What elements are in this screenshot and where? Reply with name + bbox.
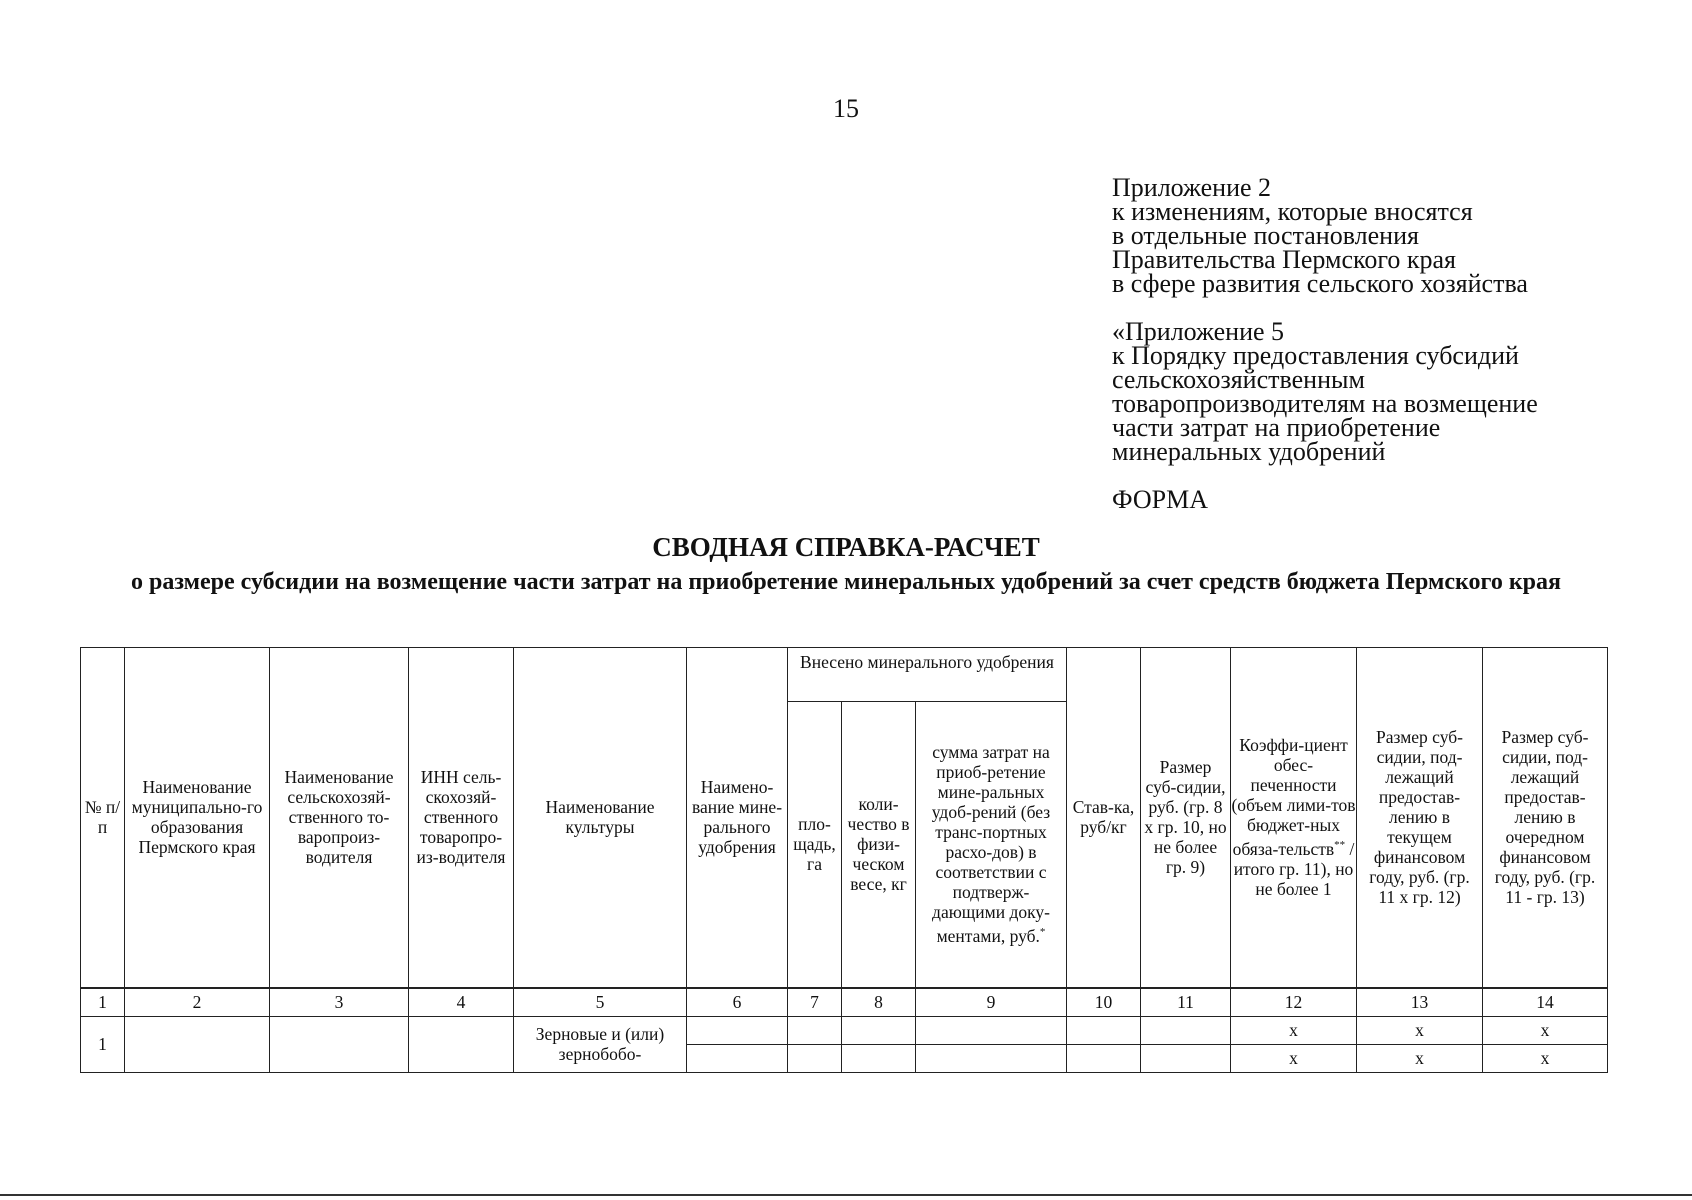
footnote-mark: ** (1334, 839, 1346, 852)
cell-x-mark: x (1357, 1016, 1483, 1044)
cell-quantity[interactable] (842, 1044, 916, 1072)
header-costs-text: сумма затрат на приоб-ретение мине-ральных удоб-рений (без транс-портных расхо-дов) в соответствии с подтверж-дающими доку-ментами, руб. (931, 742, 1051, 947)
document-title: СВОДНАЯ СПРАВКА-РАСЧЕТ (652, 532, 1040, 562)
column-number: 12 (1231, 988, 1357, 1017)
appendix-line: «Приложение 5 (1112, 317, 1285, 346)
column-number: 1 (81, 988, 125, 1017)
header-fertilizer: Наимено-вание мине-рального удобрения (687, 648, 788, 988)
column-number: 5 (514, 988, 687, 1017)
appendix-block (1112, 173, 1538, 514)
appendix-line: в сфере развития сельского хозяйства (1112, 269, 1528, 298)
cell-quantity[interactable] (842, 1016, 916, 1044)
cell-costs[interactable] (916, 1016, 1067, 1044)
cell-x-mark: x (1231, 1044, 1357, 1072)
header-current-year: Размер суб-сидии, под-лежащий предостав-лению в текущем финансовом году, руб. (гр. 11 х гр. 12) (1357, 648, 1483, 988)
appendix-line: в отдельные постановления (1112, 221, 1419, 250)
appendix-line: части затрат на приобретение (1112, 413, 1441, 442)
cell-municipality[interactable] (125, 1016, 270, 1072)
header-quantity: коли-чество в физи-ческом весе, кг (842, 702, 916, 988)
column-number: 14 (1483, 988, 1608, 1017)
cell-area[interactable] (788, 1044, 842, 1072)
header-group-applied: Внесено минерального удобрения (788, 648, 1067, 702)
cell-rate[interactable] (1067, 1016, 1141, 1044)
header-municipality: Наименование муниципально-го образования Пермского края (125, 648, 270, 988)
appendix-line: товаропроизводителям на возмещение (1112, 389, 1538, 418)
cell-inn[interactable] (409, 1016, 514, 1072)
page-number: 15 (833, 94, 859, 123)
row-number: 1 (81, 1016, 125, 1072)
cell-rate[interactable] (1067, 1044, 1141, 1072)
cell-fertilizer[interactable] (687, 1016, 788, 1044)
footnote-mark: * (1039, 926, 1046, 939)
appendix-line: сельскохозяйственным (1112, 365, 1365, 394)
cell-subsidy-size[interactable] (1141, 1044, 1231, 1072)
cell-x-mark: x (1357, 1044, 1483, 1072)
column-number: 8 (842, 988, 916, 1017)
header-inn: ИНН сель-скохозяй-ственного товаропро-из-водителя (409, 648, 514, 988)
cell-x-mark: x (1231, 1016, 1357, 1044)
column-number: 3 (270, 988, 409, 1017)
cell-fertilizer[interactable] (687, 1044, 788, 1072)
appendix-line: минеральных удобрений (1112, 437, 1386, 466)
column-number: 2 (125, 988, 270, 1017)
cell-subsidy-size[interactable] (1141, 1016, 1231, 1044)
cell-costs[interactable] (916, 1044, 1067, 1072)
header-area: пло-щадь, га (788, 702, 842, 988)
header-subsidy-size: Размер суб-сидии, руб. (гр. 8 х гр. 10, но не более гр. 9) (1141, 648, 1231, 988)
appendix-line: к Порядку предоставления субсидий (1112, 341, 1519, 370)
column-number: 13 (1357, 988, 1483, 1017)
column-number: 11 (1141, 988, 1231, 1017)
appendix-line: Приложение 2 (1112, 173, 1272, 202)
cell-x-mark: x (1483, 1016, 1608, 1044)
page-edge-line (0, 1194, 1692, 1196)
column-number: 7 (788, 988, 842, 1017)
appendix-line: к изменениям, которые вносятся (1112, 197, 1473, 226)
header-producer: Наименование сельскохозяй-ственного то-варопроиз-водителя (270, 648, 409, 988)
column-number: 10 (1067, 988, 1141, 1017)
header-culture: Наименование культуры (514, 648, 687, 988)
cell-area[interactable] (788, 1016, 842, 1044)
appendix-line: Правительства Пермского края (1112, 245, 1456, 274)
cell-culture: Зерновые и (или) зернобобо- (514, 1016, 687, 1072)
header-coefficient-text-b: / итого гр. 11), но не более 1 (1233, 839, 1355, 900)
header-costs (916, 702, 1067, 988)
header-number: № п/п (81, 648, 125, 988)
header-coefficient-text-a: Коэффи-циент обес-печенности (объем лими-тов бюджет-ных обяза-тельств (1231, 735, 1356, 860)
header-rate: Став-ка, руб/кг (1067, 648, 1141, 988)
column-number: 6 (687, 988, 788, 1017)
cell-producer[interactable] (270, 1016, 409, 1072)
summary-table (80, 647, 1608, 1073)
cell-x-mark: x (1483, 1044, 1608, 1072)
header-coefficient (1231, 648, 1357, 988)
document-subtitle: о размере субсидии на возмещение части затрат на приобретение минеральных удобрений за счет средств бюджета Пермского края (130, 569, 1562, 595)
summary-table-wrap (80, 647, 1608, 1073)
header-next-year: Размер суб-сидии, под-лежащий предостав-лению в очередном финансовом году, руб. (гр. 11 - гр. 13) (1483, 648, 1608, 988)
form-label: ФОРМА (1112, 485, 1208, 514)
column-number: 4 (409, 988, 514, 1017)
column-number: 9 (916, 988, 1067, 1017)
